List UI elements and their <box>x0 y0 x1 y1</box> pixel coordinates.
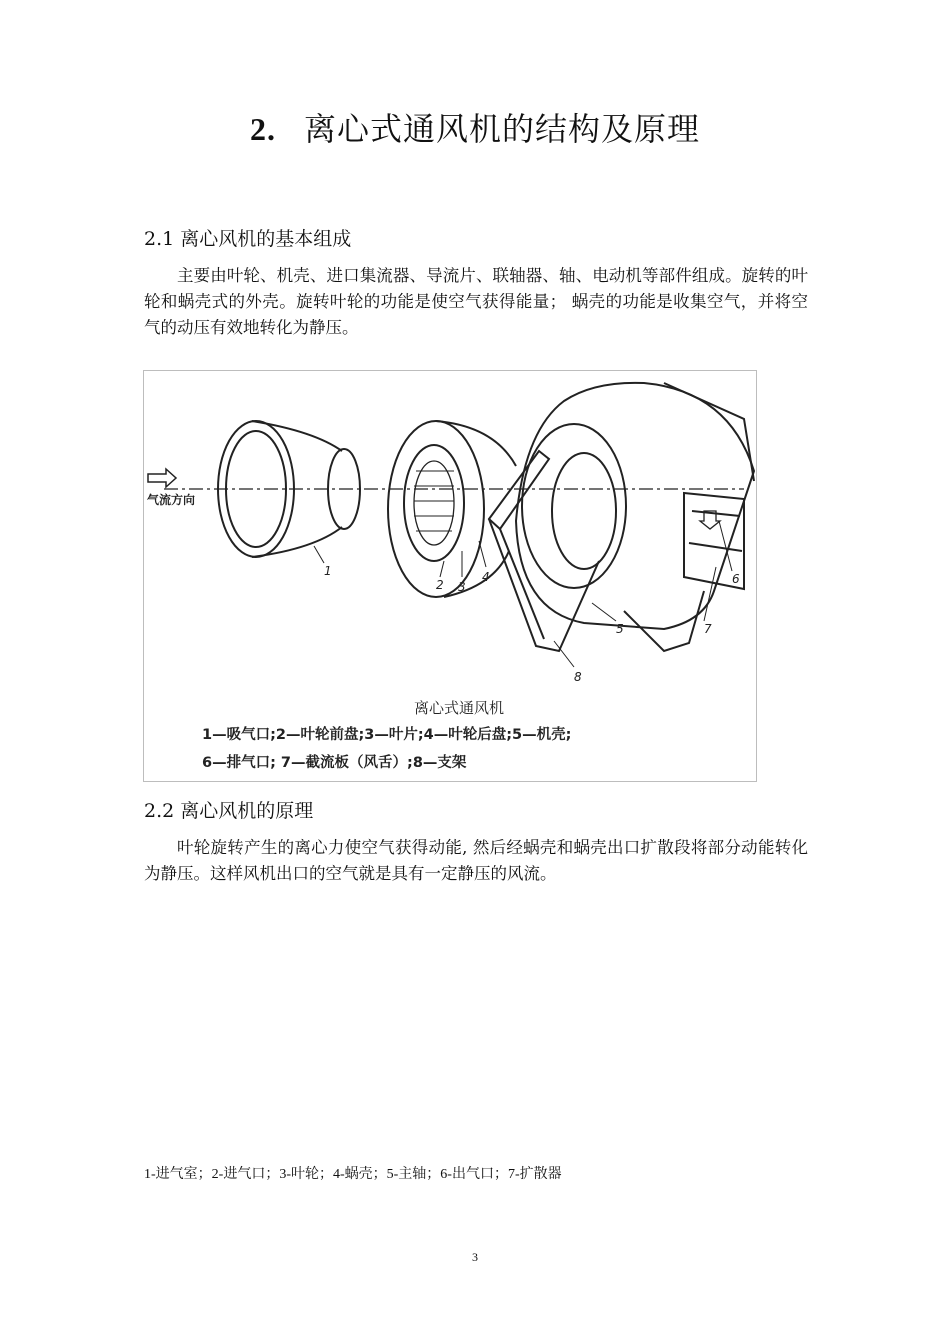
figure-caption: 1-进气室；2-进气口；3-叶轮；4-蜗壳；5-主轴；6-出气口；7-扩散器 <box>144 1167 562 1182</box>
part-label-8: 8 <box>574 670 582 684</box>
title-number: 2. <box>249 111 276 147</box>
section-1-paragraph: 主要由叶轮、机壳、进口集流器、导流片、联轴器、轴、电动机等部件组成。旋转的叶轮和蜗壳式的外壳。旋转叶轮的功能是使空气获得能量； 蜗壳的功能是收集空气，并将空气的动压有效地转化为静压。 <box>144 266 808 337</box>
section-2-heading: 2.2 离心风机的原理 <box>144 800 314 822</box>
part-label-5: 5 <box>616 622 624 636</box>
figure-legend-line-1: 1—吸气口;2—叶轮前盘;3—叶片;4—叶轮后盘;5—机壳; <box>202 727 572 743</box>
part-label-3: 3 <box>458 580 466 594</box>
fan-diagram <box>144 371 756 781</box>
part-label-1: 1 <box>324 564 332 578</box>
section-1-heading: 2.1 离心风机的基本组成 <box>144 228 352 250</box>
figure-title: 离心式通风机 <box>414 699 505 717</box>
figure-legend-line-2: 6—排气口; 7—截流板（风舌）;8—支架 <box>202 755 467 771</box>
part-label-7: 7 <box>704 622 712 636</box>
page-title <box>0 104 950 150</box>
part-label-6: 6 <box>732 572 740 586</box>
flow-direction-label: 气流方向 <box>147 493 196 507</box>
part-number-labels <box>324 564 740 684</box>
fan-diagram-figure <box>143 370 757 782</box>
title-text: 离心式通风机的结构及原理 <box>303 110 700 148</box>
page-number: 3 <box>472 1250 478 1264</box>
section-2-paragraph: 叶轮旋转产生的离心力使空气获得动能, 然后经蜗壳和蜗壳出口扩散段将部分动能转化为静压。这样风机出口的空气就是具有一定静压的风流。 <box>144 838 808 883</box>
part-label-4: 4 <box>482 570 490 584</box>
part-label-2: 2 <box>436 578 444 592</box>
